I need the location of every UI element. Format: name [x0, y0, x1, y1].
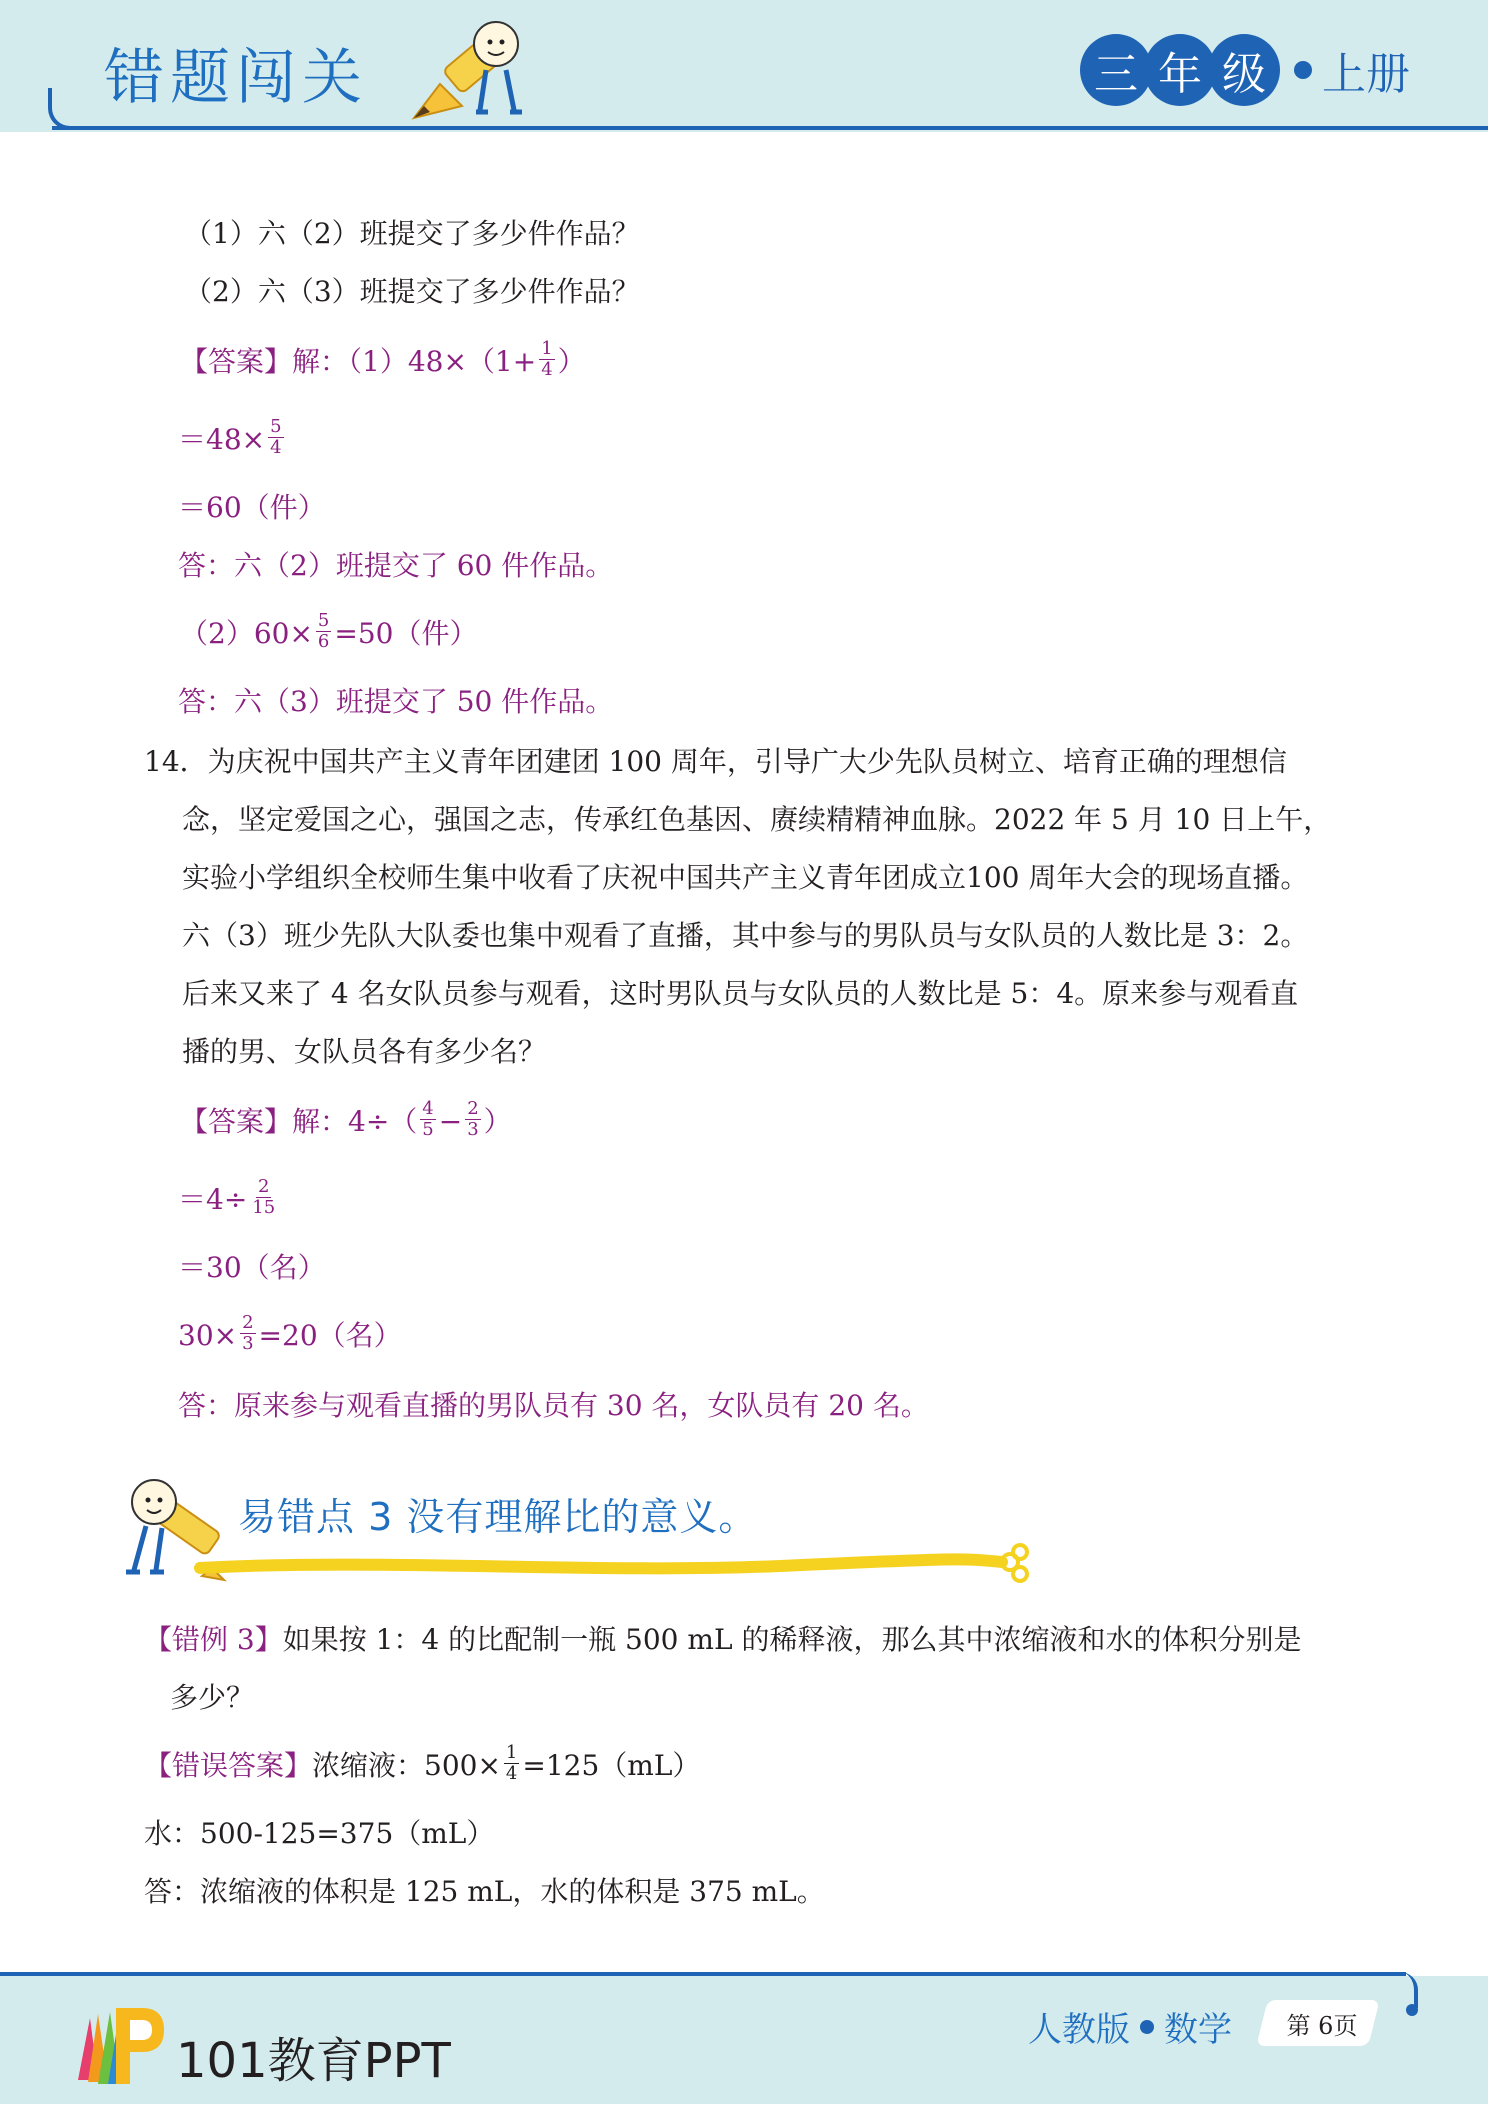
- brand-logo-icon: [70, 2000, 170, 2090]
- highlight-stroke-decoration: [180, 1540, 1040, 1590]
- answer-line: ＝48× $\frac{5}{4}$: [178, 416, 282, 458]
- question-sub-1: （1）六（2）班提交了多少件作品？: [184, 217, 640, 250]
- question-line: 实验小学组织全校师生集中收看了庆祝中国共产主义青年团成立100 周年大会的现场直播。: [182, 861, 1309, 894]
- answer-line: ＝60（件）: [178, 491, 326, 524]
- volume-label: 上册: [1322, 49, 1410, 100]
- error-example-line: 多少？: [170, 1681, 255, 1714]
- answer-line: ＝30（名）: [178, 1251, 326, 1284]
- edition-name: 人教版: [1028, 2010, 1130, 2050]
- grade-char: 年: [1144, 34, 1216, 106]
- header-title: 错题闯关: [104, 43, 368, 113]
- fraction: $\frac{2}{3}$: [242, 1312, 254, 1354]
- pencil-mascot-icon: [400, 14, 550, 124]
- grade-char: 三: [1080, 34, 1152, 106]
- grade-char: 级: [1208, 34, 1280, 106]
- footer-divider: [0, 1972, 1406, 1976]
- separator-dot: [1140, 2020, 1154, 2034]
- question-line: 后来又来了 4 名女队员参与观看，这时男队员与女队员的人数比是 5：4。原来参与观看直: [182, 977, 1299, 1010]
- fraction: $\frac{1}{4}$: [541, 338, 553, 380]
- section-heading: 易错点 3 没有理解比的意义。: [238, 1495, 758, 1539]
- wrong-answer-line: 水：500-125=375（mL）: [144, 1817, 495, 1850]
- answer-line: 答：原来参与观看直播的男队员有 30 名，女队员有 20 名。: [178, 1389, 929, 1422]
- answer-line: 30× $\frac{2}{3}$ =20（名）: [178, 1312, 402, 1354]
- answer-line: 【答案】解：（1）48×（1+ $\frac{1}{4}$ ）: [180, 338, 586, 380]
- fraction: $\frac{2}{3}$: [467, 1098, 479, 1140]
- question-line: 播的男、女队员各有多少名？: [182, 1035, 547, 1068]
- fraction: $\frac{4}{5}$: [422, 1098, 434, 1140]
- answer-line: ＝4÷ $\frac{2}{15}$: [178, 1176, 276, 1218]
- separator-dot: [1294, 61, 1312, 79]
- error-example-label: 【错例 3】: [144, 1623, 283, 1656]
- answer-line: 答：六（3）班提交了 50 件作品。: [178, 685, 614, 718]
- wrong-answer-label: 【错误答案】: [144, 1749, 313, 1782]
- brand-name: 101教育PPT: [176, 2033, 451, 2089]
- grade-badge: [1080, 34, 1410, 106]
- error-example-line: 【错例 3】如果按 1：4 的比配制一瓶 500 mL 的稀释液，那么其中浓缩液和水的体积分别是: [144, 1623, 1302, 1656]
- edition-label: [1028, 2002, 1232, 2051]
- wrong-answer-line: 答：浓缩液的体积是 125 mL，水的体积是 375 mL。: [144, 1875, 825, 1908]
- question-line: 念，坚定爱国之心，强国之志，传承红色基因、赓续精精神血脉。2022 年 5 月 10 日上午，: [182, 803, 1332, 836]
- subject-name: 数学: [1164, 2010, 1232, 2050]
- question-sub-2: （2）六（3）班提交了多少件作品？: [184, 275, 640, 308]
- answer-line: 【答案】解：4÷（ $\frac{4}{5}$ − $\frac{2}{3}$ ）: [180, 1098, 512, 1140]
- answer-line: 答：六（2）班提交了 60 件作品。: [178, 549, 614, 582]
- wrong-answer-line: 【错误答案】浓缩液：500× $\frac{1}{4}$ =125（mL）: [144, 1742, 701, 1784]
- fraction: $\frac{5}{6}$: [317, 610, 330, 652]
- question-line: 14．为庆祝中国共产主义青年团建团 100 周年，引导广大少先队员树立、培育正确的理想信: [144, 745, 1287, 778]
- fraction: $\frac{5}{4}$: [270, 416, 282, 458]
- question-line: 六（3）班少先队大队委也集中观看了直播，其中参与的男队员与女队员的人数比是 3：2。: [182, 919, 1309, 952]
- footer-hook-dot: [1406, 2004, 1418, 2016]
- page-number: 第 6页: [1286, 2012, 1358, 2040]
- answer-line: （2）60× $\frac{5}{6}$ =50（件）: [180, 610, 478, 652]
- fraction: $\frac{2}{15}$: [252, 1176, 276, 1218]
- fraction: $\frac{1}{4}$: [505, 1742, 518, 1784]
- header-divider: [52, 126, 1488, 130]
